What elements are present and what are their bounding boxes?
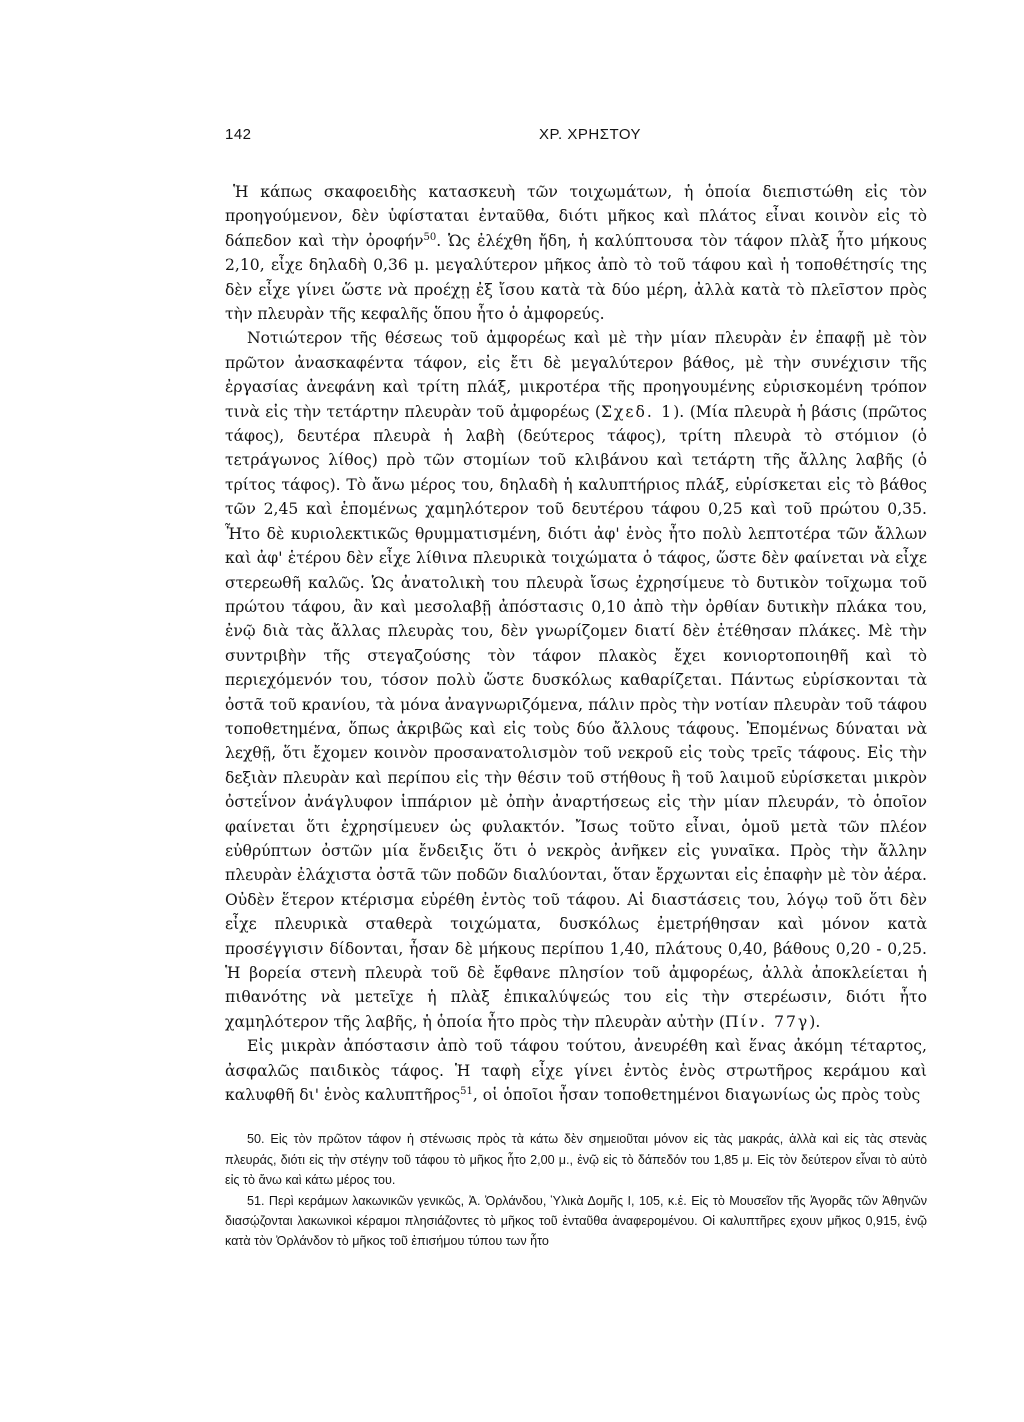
paragraph-2: [225, 326, 927, 1034]
running-title: ΧΡ. ΧΡΗΣΤΟΥ: [538, 126, 642, 143]
footnote-ref-51: 51: [460, 1085, 473, 1097]
page-header: [225, 126, 927, 152]
paragraph-3-text-b: , οἱ ὁποῖοι ἦσαν τοποθετημένοι διαγωνίως ὡς πρὸς τοὺς: [472, 1086, 921, 1105]
paragraph-3: [225, 1034, 927, 1107]
paragraph-2-text-c: ).: [809, 1012, 821, 1031]
paragraph-1-text-b: . Ὡς ἐλέχθη ἤδη, ἡ καλύπτουσα τὸν τάφον πλὰξ ἦτο μήκους 2,10, εἶχε δηλαδὴ 0,36 μ. μεγαλύτερον μῆκος ἀπὸ τὸ τοῦ τάφου καὶ ἡ τοποθέτησίς της δὲν εἶχε γίνει ὥστε νὰ προέχῃ ἐξ ἴσου κατὰ τὰ δύο μέρη, ἀλλὰ κατὰ τὸ πλεῖστον πρὸς τὴν πλευρὰν τῆς κεφαλῆς ὅπου ἦτο ὁ ἀμφορεύς.: [225, 231, 928, 324]
paragraph-1: [225, 180, 927, 326]
paragraph-2-text-b: ). (Μία πλευρὰ ἡ βάσις (πρῶτος τάφος), δευτέρα πλευρὰ ἡ λαβὴ (δεύτερος τάφος), τρίτη πλευρὰ τὸ στόμιον (ὁ τετράγωνος λίθος) πρὸ τῶν στομίων τοῦ κλιβάνου καὶ τετάρτη τῆς ἄλλης λαβῆς (ὁ τρίτος τάφος). Τὸ ἄνω μέρος του, δηλαδὴ ἡ καλυπτήριος πλάξ, εὑρίσκεται εἰς τὸ βάθος τῶν 2,45 καὶ ἑπομένως χαμηλότερον τοῦ δευτέρου τάφου 0,25 καὶ τοῦ πρώτου 0,35. Ἦτο δὲ κυριολεκτικῶς θρυμματισμένη, διότι ἀφ' ἑνὸς ἦτο πολὺ λεπτοτέρα τῶν ἄλλων καὶ ἀφ' ἑτέρου δὲν εἶχε λίθινα πλευρικὰ τοιχώματα ὁ τάφος, ὥστε δὲν φαίνεται νὰ εἶχε στερεωθῆ καλῶς. Ὡς ἀνατολικὴ του πλευρὰ ἴσως ἐχρησίμευε τὸ δυτικὸν τοῖχωμα τοῦ πρώτου τάφου, ἂν καὶ μεσολαβῇ ἀπόστασις 0,10 ἀπὸ τὴν ὀρθίαν δυτικὴν πλάκα του, ἐνῷ διὰ τὰς ἄλλας πλευρὰς του, δὲν γνωρίζομεν διατί δὲν ἐτέθησαν πλάκες. Μὲ τὴν συντριβὴν τῆς στεγαζούσης τὸν τάφον πλακὸς ἔχει κονιορτοποιηθῆ καὶ τὸ περιεχόμενόν του, τόσον πολὺ ὥστε δυσκόλως καθαρίζεται. Πάντως εὑρίσκονται τὰ ὀστᾶ τοῦ κρανίου, τὰ μόνα ἀναγνωριζόμενα, πάλιν πρὸς τὴν νοτίαν πλευρὰν τοῦ τάφου τοποθετημένα, ὅπως ἀκριβῶς καὶ εἰς τοὺς δύο ἄλλους τάφους. Ἑπομένως δύναται νὰ λεχθῇ, ὅτι ἔχομεν κοινὸν προσανατολισμὸν τοῦ νεκροῦ εἰς τοὺς τρεῖς τάφους. Εἰς τὴν δεξιὰν πλευρὰν καὶ περίπου εἰς τὴν θέσιν τοῦ στήθους ἢ τοῦ λαιμοῦ εὑρίσκεται μικρὸν ὀστεΐνον ἀνάγλυφον ἱππάριον μὲ ὀπὴν ἀναρτήσεως εἰς τὴν μίαν πλευράν, τὸ ὁποῖον φαίνεται ὅτι ἐχρησίμευεν ὡς φυλακτόν. Ἴσως τοῦτο εἶναι, ὁμοῦ μετὰ τῶν πλέον εὐθρύπτων ὀστῶν μία ἔνδειξις ὅτι ὁ νεκρὸς ἀνῆκεν εἰς γυναῖκα. Πρὸς τὴν ἄλλην πλευρὰν ἐλάχιστα ὀστᾶ τῶν ποδῶν διαλύονται, ὅταν ἔρχωνται εἰς ἐπαφὴν μὲ τὸν ἀέρα. Οὐδὲν ἕτερον κτέρισμα εὑρέθη ἐντὸς τοῦ τάφου. Αἱ διαστάσεις του, λόγῳ τοῦ ὅτι δὲν εἶχε πλευρικὰ σταθερὰ τοιχώματα, δυσκόλως ἐμετρήθησαν καὶ μόνον κατὰ προσέγγισιν δίδονται, ἦσαν δὲ μήκους περίπου 1,40, πλάτους 0,40, βάθους 0,20 - 0,25. Ἡ βορεία στενὴ πλευρὰ τοῦ δὲ ἔφθανε πλησίον τοῦ ἀμφορέως, ἀλλὰ ἀποκλείεται ἡ πιθανότης νὰ μετεῖχε ἡ πλὰξ ἐπικαλύψεώς του εἰς τὴν στερέωσιν, διότι ἦτο χαμηλότερον τῆς λαβῆς, ἡ ὁποία ἦτο πρὸς τὴν πλευρὰν αὐτὴν (: [225, 402, 927, 1031]
paragraph-2-text-a: Νοτιώτερον τῆς θέσεως τοῦ ἀμφορέως καὶ μὲ τὴν μίαν πλευρὰν ἐν ἐπαφῇ μὲ τὸν πρῶτον ἀνασκαφέντα τάφον, εἰς ἔτι δὲ μεγαλύτερον βάθος, μὲ τὴν συνέχισιν τῆς ἐργασίας ἀνεφάνη καὶ τρίτη πλάξ, μικροτέρα τῆς προηγουμένης εὑρισκομένη τρόπον τινὰ εἰς τὴν τετάρτην πλευρὰν τοῦ ἀμφορέως (: [225, 329, 927, 421]
document-page: [225, 126, 927, 1252]
footnote-ref-50: 50: [423, 231, 437, 243]
main-text: [225, 180, 927, 1107]
figure-ref-plate: Πίν. 77γ: [724, 1012, 810, 1031]
footnotes: [225, 1129, 927, 1251]
figure-ref-drawing: Σχεδ. 1: [600, 402, 674, 421]
footnote-51: 51. Περὶ κεράμων λακωνικῶν γενικῶς, Ἀ. Ὀρλάνδου, Ὑλικὰ Δομῆς Ι, 105, κ.ἑ. Εἰς τὸ Μουσεῖον τῆς Ἀγορᾶς τῶν Ἀθηνῶν διασῴζονται λακωνικοὶ κέραμοι πλησιάζοντες τὸ μῆκος τοῦ ἐνταῦθα ἀναφερομένου. Οἱ καλυπτῆρες εχουν μῆκος 0,915, ἐνῷ κατὰ τὸν Ὀρλάνδον τὸ μῆκος τοῦ ἐπισήμου τύπου των ἦτο: [225, 1193, 927, 1249]
footnote-50: 50. Εἰς τὸν πρῶτον τάφον ἡ στένωσις πρὸς τὰ κάτω δὲν σημειοῦται μόνον εἰς τὰς μακράς, ἀλλὰ καὶ εἰς τὰς στενὰς πλευράς, διότι εἰς τὴν στέγην τοῦ τάφου τὸ μῆκος ἦτο 2,00 μ., ἐνῷ εἰς τὸ δάπεδόν του 1,85 μ. Εἰς τὸν δεύτερον εἶναι τὸ αὐτὸ εἰς τὸ ἄνω καὶ κάτω μέρος του.: [225, 1132, 927, 1188]
paragraph-1-text-a: Ἡ κάπως σκαφοειδὴς κατασκευὴ τῶν τοιχωμάτων, ἡ ὁποία διεπιστώθη εἰς τὸν προηγούμενον, δὲν ὑφίσταται ἐνταῦθα, διότι μῆκος καὶ πλάτος εἶναι κοινὸν εἰς τὸ δάπεδον καὶ τὴν ὀροφήν: [225, 183, 927, 250]
paragraph-3-text-a: Εἰς μικρὰν ἀπόστασιν ἀπὸ τοῦ τάφου τούτου, ἀνευρέθη καὶ ἕνας ἀκόμη τέταρτος, ἀσφαλῶς παιδικὸς τάφος. Ἡ ταφὴ εἶχε γίνει ἐντὸς ἑνὸς στρωτῆρος κεράμου καὶ καλυφθῆ δι' ἑνὸς καλυπτῆρος: [225, 1037, 927, 1105]
page-number: 142: [225, 126, 252, 143]
